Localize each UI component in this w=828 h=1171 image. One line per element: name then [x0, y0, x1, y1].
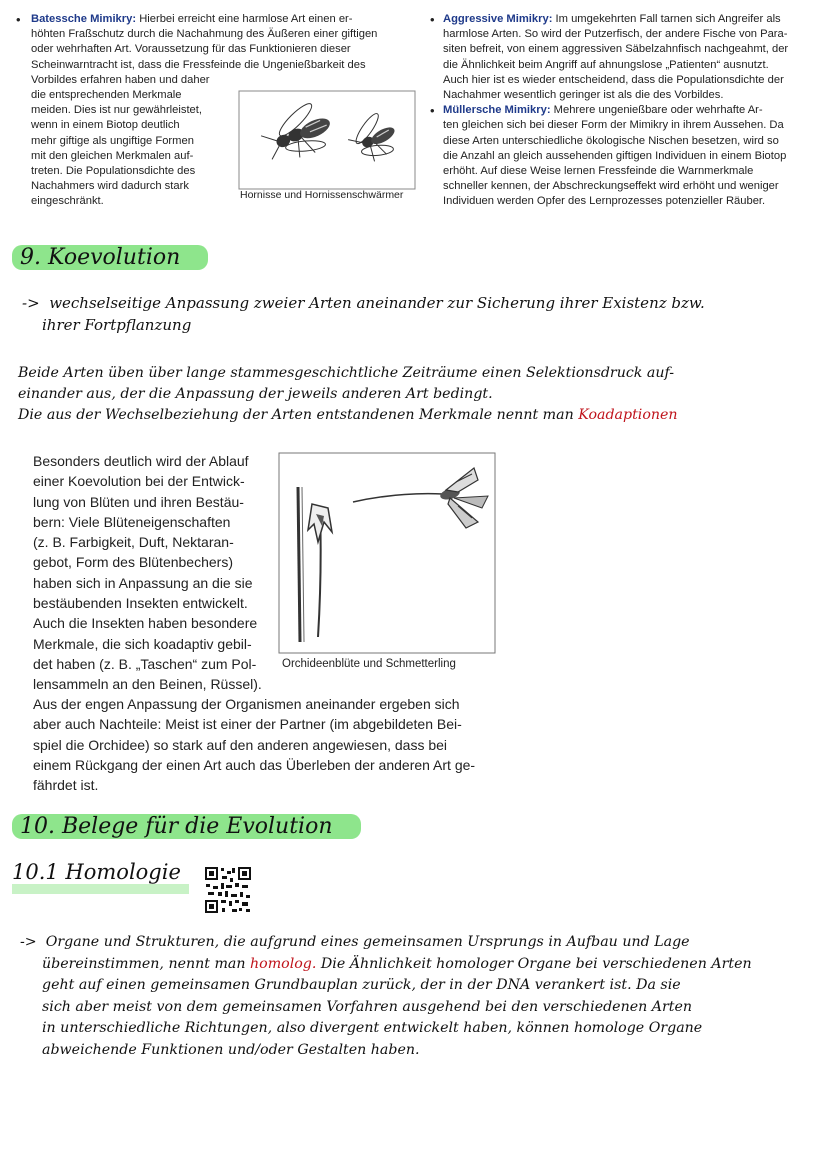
bullet-dot: • — [430, 12, 435, 27]
text-line: aber auch Nachteile: Meist ist einer der Partner (im abgebildeten Bei- — [33, 716, 462, 733]
aggressive-mimikry-text — [443, 12, 818, 210]
text-line: Scheinwarntracht ist, dass die Fressfeinde die Ungenießbarkeit des — [31, 58, 366, 71]
figure-caption-hornet: Hornisse und Hornissenschwärmer — [240, 189, 404, 201]
text-line: Vorbildes erfahren haben und daher — [31, 73, 210, 86]
text-line: Hierbei erreicht eine harmlose Art einen er- — [139, 13, 353, 25]
text-line: die Anzahl an gleich aussehenden giftigen Individuen in einem Biotop — [443, 149, 787, 162]
blueten-text — [33, 451, 273, 695]
text-line: schneller kennen, der Abschreckungseffekt wird erhöht und weniger — [443, 180, 779, 193]
hornet-illustration — [238, 90, 416, 190]
text-line: eingeschränkt. — [31, 195, 104, 208]
qr-code[interactable] — [204, 866, 252, 914]
text-line: Merkmale, die sich koadaptiv gebil- — [33, 635, 252, 652]
text-line: höhten Fraßschutz durch die Nachahmung des Äußeren einer giftigen — [31, 28, 378, 41]
text-line: meiden. Dies ist nur gewährleistet, — [31, 104, 202, 117]
text-line: Beide Arten üben über lange stammesgeschichtliche Zeiträume einen Selektionsdruck auf- — [18, 365, 675, 381]
muller-term: Müllersche Mimikry: — [443, 104, 551, 117]
text-line: die Ähnlichkeit beim Angriff auf ahnungslose „Patienten“ ausnutzt. — [443, 58, 769, 71]
text-line: Organe und Strukturen, die aufgrund eines gemeinsamen Ursprungs in Aufbau und Lage — [45, 934, 690, 950]
text-line: Mehrere ungenießbare oder wehrhafte Ar- — [553, 104, 763, 117]
text-line: diese Arten unterschiedliche ökologische Nischen besetzen, wird so — [443, 134, 779, 147]
arrow-text: -> — [20, 934, 37, 950]
bullet-dot: • — [16, 12, 21, 27]
section-10-heading — [12, 814, 361, 839]
heading-text: 10.1 Homologie — [12, 860, 189, 894]
text-line: Die Ähnlichkeit homologer Organe bei verschiedenen Arten — [320, 955, 752, 972]
text-line: Im umgekehrten Fall tarnen sich Angreifer als — [555, 13, 781, 25]
text-line: lung von Blüten und ihren Bestäu- — [33, 493, 244, 510]
text-line: Die aus der Wechselbeziehung der Arten entstandenen Merkmale nennt man — [18, 407, 574, 423]
orchid-butterfly-illustration — [278, 452, 496, 654]
text-line: Aus der engen Anpassung der Organismen aneinander ergeben sich — [33, 696, 460, 712]
text-line: (z. B. Farbigkeit, Duft, Nektaran- — [33, 534, 234, 551]
text-line: mehr giftige als ungiftige Formen — [31, 134, 194, 147]
text-line: gebot, Form des Blütenbechers) — [33, 554, 233, 571]
aggressive-term: Aggressive Mimikry: — [443, 13, 553, 25]
koevolution-definition — [22, 292, 705, 336]
text-line: abweichende Funktionen und/oder Gestalten haben. — [42, 1041, 420, 1058]
nachteile-text — [33, 694, 503, 795]
text-line: oder wehrhaften Art. Voraussetzung für das Funktionieren dieser — [31, 43, 351, 56]
text-line: wenn in einem Biotop deutlich — [31, 119, 180, 132]
koevolution-paragraph — [18, 363, 823, 426]
text-line: erhöht. Auf diese Weise lernen Fressfeinde die Warnmerkmale — [443, 165, 754, 178]
text-line: ihrer Fortpflanzung — [42, 316, 192, 334]
text-line: bern: Viele Blüteneigenschaften — [33, 513, 231, 530]
figure-caption-orchid: Orchideenblüte und Schmetterling — [282, 658, 456, 670]
heading-text: 9. Koevolution — [12, 245, 208, 270]
text-line: haben sich in Anpassung an die sie — [33, 574, 253, 591]
section-9-heading — [12, 245, 208, 270]
text-line: Auch hier ist es wieder entscheidend, dass die Populationsdichte der — [443, 73, 784, 86]
text-line: fährdet ist. — [33, 777, 99, 794]
section-10-1-heading — [12, 860, 189, 884]
text-line: mit den gleichen Merkmalen auf- — [31, 149, 194, 162]
bullet-dot: • — [430, 103, 435, 118]
text-line: die entsprechenden Merkmale — [31, 89, 182, 102]
text-line: lensammeln an den Beinen, Rüssel). — [33, 676, 262, 693]
homologie-definition — [20, 932, 825, 1061]
text-line: Nachahmer wesentlich geringer ist als die des Vorbildes. — [443, 89, 724, 102]
text-line: übereinstimmen, nennt man — [42, 955, 246, 972]
text-line: in unterschiedliche Richtungen, also divergent entwickelt haben, können homologe Organe — [42, 1020, 703, 1036]
koadaptionen-term: Koadaptionen — [578, 407, 678, 423]
text-line: det haben (z. B. „Taschen“ zum Pol- — [33, 655, 257, 672]
text-line: Individuen werden Opfer des Lernprozesses potenzieller Räuber. — [443, 195, 766, 208]
heading-text: 10. Belege für die Evolution — [12, 814, 361, 839]
text-line: bestäubenden Insekten entwickelt. — [33, 595, 248, 612]
text-line: sich aber meist von dem gemeinsamen Vorfahren ausgehend bei den verschiedenen Arten — [42, 998, 693, 1015]
text-line: ten gleichen sich bei dieser Form der Mimikry in ihrem Aussehen. Da — [443, 119, 784, 132]
arrow-text: -> — [22, 294, 40, 312]
text-line: wechselseitige Anpassung zweier Arten aneinander zur Sicherung ihrer Existenz bzw. — [49, 294, 705, 312]
homolog-term: homolog. — [250, 955, 317, 972]
text-line: geht auf einen gemeinsamen Grundbauplan zurück, der in der DNA verankert ist. Da sie — [42, 977, 681, 993]
text-line: Auch die Insekten haben besondere — [33, 615, 258, 632]
text-line: siten befreit, von einem aggressiven Säbelzahnfisch nachgeahmt, der — [443, 43, 789, 56]
text-line: einem Rückgang der einen Art auch das Überleben der anderen Art ge- — [33, 756, 476, 773]
text-line: Besonders deutlich wird der Ablauf — [33, 453, 249, 469]
batessche-term: Batessche Mimikry: — [31, 13, 137, 25]
text-line: einer Koevolution bei der Entwick- — [33, 473, 245, 490]
text-line: spiel die Orchidee) so stark auf den anderen angewiesen, dass bei — [33, 736, 448, 753]
text-line: treten. Die Populationsdichte des — [31, 165, 196, 178]
text-line: Nachahmers wird dadurch stark — [31, 180, 189, 193]
text-line: einander aus, der die Anpassung der jeweils anderen Art bedingt. — [18, 386, 493, 402]
text-line: harmlose Arten. So wird der Putzerfisch, der andere Fische von Para- — [443, 28, 788, 41]
